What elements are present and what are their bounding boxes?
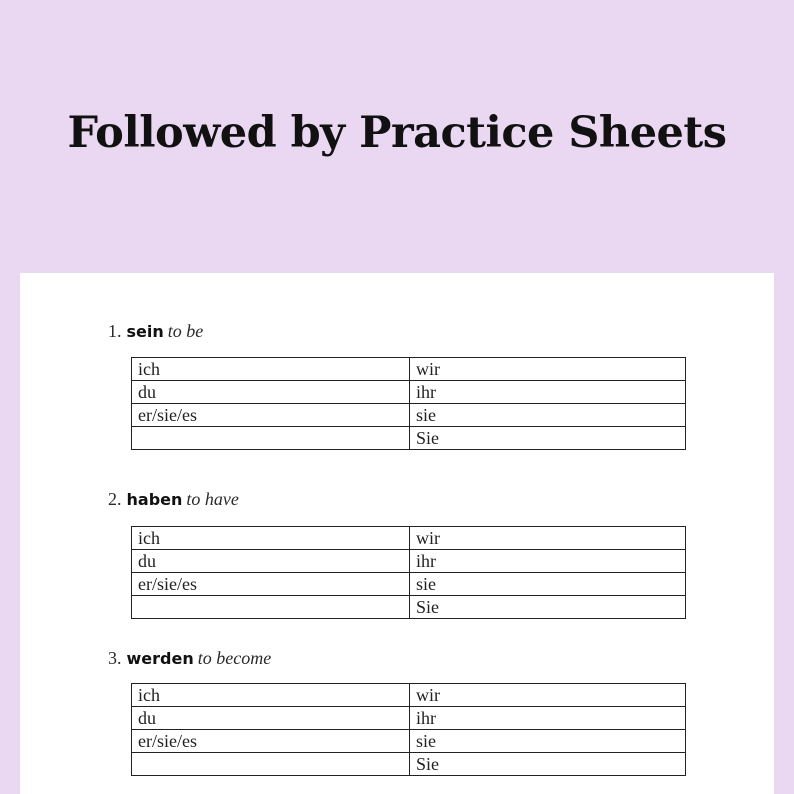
pronoun-cell[interactable]: sie bbox=[410, 404, 686, 427]
pronoun-cell[interactable]: ich bbox=[132, 527, 410, 550]
pronoun-cell[interactable]: sie bbox=[410, 573, 686, 596]
empty-cell[interactable] bbox=[132, 753, 410, 776]
table-row bbox=[132, 427, 686, 450]
verb-gloss: to become bbox=[197, 648, 272, 668]
practice-sheet bbox=[20, 273, 774, 794]
empty-cell[interactable] bbox=[132, 596, 410, 619]
table-row bbox=[132, 596, 686, 619]
pronoun-cell[interactable]: sie bbox=[410, 730, 686, 753]
table-row bbox=[132, 404, 686, 427]
table-row bbox=[132, 358, 686, 381]
pronoun-cell[interactable]: er/sie/es bbox=[132, 730, 410, 753]
empty-cell[interactable] bbox=[132, 427, 410, 450]
pronoun-cell[interactable]: Sie bbox=[410, 427, 686, 450]
table-row bbox=[132, 753, 686, 776]
page-headline: Followed by Practice Sheets bbox=[67, 108, 727, 158]
table-row bbox=[132, 527, 686, 550]
pronoun-cell[interactable]: er/sie/es bbox=[132, 573, 410, 596]
pronoun-cell[interactable]: wir bbox=[410, 527, 686, 550]
table-row bbox=[132, 684, 686, 707]
pronoun-cell[interactable]: ihr bbox=[410, 381, 686, 404]
pronoun-cell[interactable]: du bbox=[132, 550, 410, 573]
verb-infinitive: haben bbox=[126, 490, 183, 509]
verb-infinitive: werden bbox=[126, 649, 194, 668]
table-row bbox=[132, 730, 686, 753]
verb-gloss: to be bbox=[167, 321, 204, 341]
exercise-heading-werden bbox=[108, 648, 271, 669]
table-row bbox=[132, 573, 686, 596]
exercise-number: 3. bbox=[108, 648, 122, 668]
exercise-number: 2. bbox=[108, 489, 122, 509]
pronoun-cell[interactable]: ihr bbox=[410, 550, 686, 573]
conjugation-table-haben bbox=[131, 526, 686, 619]
table-row bbox=[132, 707, 686, 730]
pronoun-cell[interactable]: wir bbox=[410, 358, 686, 381]
pronoun-cell[interactable]: Sie bbox=[410, 753, 686, 776]
pronoun-cell[interactable]: er/sie/es bbox=[132, 404, 410, 427]
exercise-heading-sein bbox=[108, 321, 203, 342]
verb-gloss: to have bbox=[186, 489, 239, 509]
conjugation-table-sein bbox=[131, 357, 686, 450]
pronoun-cell[interactable]: ich bbox=[132, 358, 410, 381]
table-row bbox=[132, 381, 686, 404]
pronoun-cell[interactable]: wir bbox=[410, 684, 686, 707]
table-row bbox=[132, 550, 686, 573]
pronoun-cell[interactable]: ihr bbox=[410, 707, 686, 730]
pronoun-cell[interactable]: ich bbox=[132, 684, 410, 707]
pronoun-cell[interactable]: du bbox=[132, 707, 410, 730]
exercise-number: 1. bbox=[108, 321, 122, 341]
conjugation-table-werden bbox=[131, 683, 686, 776]
verb-infinitive: sein bbox=[126, 322, 164, 341]
exercise-heading-haben bbox=[108, 489, 239, 510]
pronoun-cell[interactable]: Sie bbox=[410, 596, 686, 619]
pronoun-cell[interactable]: du bbox=[132, 381, 410, 404]
